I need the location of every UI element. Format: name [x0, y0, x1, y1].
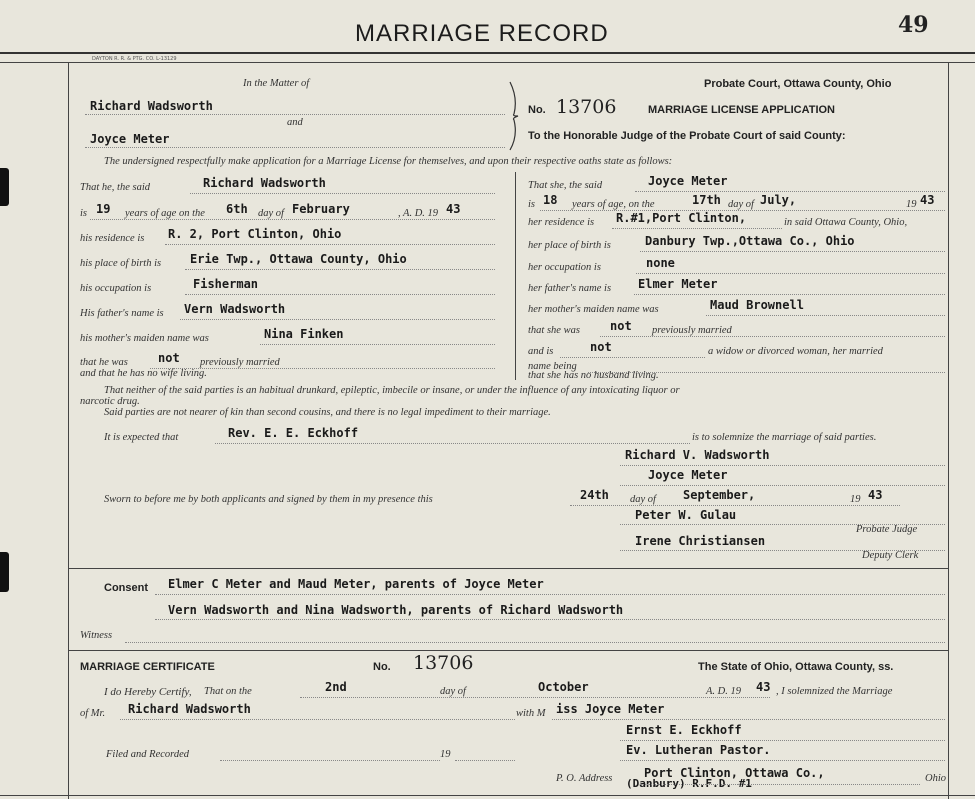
label: 19 [850, 494, 861, 505]
groom-previously-married: not [158, 351, 180, 365]
dotted-line [165, 244, 495, 245]
bride-widow: not [590, 340, 612, 354]
label: day of [630, 494, 656, 505]
bride-birth-day: 17th [692, 193, 721, 207]
groom-birthplace: Erie Twp., Ottawa County, Ohio [190, 252, 407, 266]
bride-occupation: none [646, 256, 675, 270]
label: Ohio [925, 773, 946, 784]
and-label: and [287, 117, 303, 128]
dotted-line [640, 784, 920, 785]
dotted-line [620, 485, 945, 486]
label: Sworn to before me by both applicants and signed by them in my presence this [104, 494, 433, 505]
consent-label: Consent [104, 582, 148, 594]
dotted-line [612, 228, 782, 229]
bride-birth-month: July, [760, 193, 797, 207]
label: and that he has no wife living. [80, 368, 207, 379]
certificate-bride: iss Joyce Meter [556, 702, 665, 716]
binder-mark-top [0, 168, 9, 206]
sworn-month: September, [683, 488, 756, 502]
label: is to solemnize the marriage of said parties. [692, 432, 877, 443]
header-rule [0, 52, 975, 54]
section-rule-1 [68, 568, 948, 569]
label: her occupation is [528, 262, 601, 273]
label: His father's name is [80, 308, 164, 319]
label: his place of birth is [80, 258, 162, 269]
label: his mother's maiden name was [80, 333, 209, 344]
frame-bottom [0, 795, 975, 796]
label: 19 [906, 199, 917, 210]
pastor-signature: Ernst E. Eckhoff [626, 723, 742, 737]
label: that she has no husband living. [528, 370, 659, 381]
dotted-line [706, 315, 945, 316]
label: that she was [528, 325, 580, 336]
dotted-line [620, 465, 945, 466]
groom-birth-year: 43 [446, 202, 461, 216]
bride-age: 18 [543, 193, 558, 207]
bride-name-top: Joyce Meter [90, 132, 170, 146]
binder-mark-bottom [0, 552, 9, 592]
dotted-line [455, 760, 515, 761]
clerk-title: Deputy Clerk [862, 550, 919, 561]
label: that he was [80, 357, 128, 368]
bride-residence: R.#1,Port Clinton, [616, 211, 747, 225]
label: previously married [200, 357, 280, 368]
to-judge: To the Honorable Judge of the Probate Court of said County: [528, 130, 846, 142]
groom-mother: Nina Finken [264, 327, 344, 341]
label: That she, the said [528, 180, 603, 191]
dotted-line [635, 191, 945, 192]
dotted-line [552, 719, 945, 720]
dotted-line [570, 505, 900, 506]
bride-signature: Joyce Meter [648, 468, 728, 482]
label: is [80, 208, 88, 219]
judge-title: Probate Judge [856, 524, 918, 535]
dotted-line [636, 273, 945, 274]
groom-age: 19 [96, 202, 111, 216]
label: I do Hereby Certify, [104, 686, 192, 698]
label: a widow or divorced woman, her married [708, 346, 883, 357]
label: of Mr. [80, 708, 106, 719]
certificate-year: 43 [756, 680, 771, 694]
label: day of [440, 686, 466, 697]
dotted-line [85, 147, 505, 148]
certificate-no-label: No. [373, 661, 391, 673]
judge-name: Peter W. Gulau [635, 508, 737, 522]
dotted-line [90, 219, 495, 220]
label: previously married [652, 325, 732, 336]
label: with M [516, 708, 546, 719]
label: name being [528, 361, 577, 372]
groom-residence: R. 2, Port Clinton, Ohio [168, 227, 342, 241]
certificate-month: October [538, 680, 589, 694]
groom-birth-day: 6th [226, 202, 248, 216]
dotted-line [600, 336, 945, 337]
dotted-line [215, 443, 690, 444]
label: and is [528, 346, 554, 357]
dotted-line [180, 319, 495, 320]
label: , A. D. 19 [398, 208, 439, 219]
label: 19 [440, 749, 451, 760]
bride-birthplace: Danbury Twp.,Ottawa Co., Ohio [645, 234, 855, 248]
section-rule-2 [68, 650, 948, 651]
dotted-line [185, 294, 495, 295]
pastor-title: Ev. Lutheran Pastor. [626, 743, 771, 757]
statement-line-3: Said parties are not nearer of kin than second cousins, and there is no legal impediment to their marriage. [104, 407, 551, 418]
label: , I solemnized the Marriage [776, 686, 893, 697]
application-title: MARRIAGE LICENSE APPLICATION [648, 104, 836, 116]
dotted-line [560, 357, 705, 358]
label: her father's name is [528, 283, 612, 294]
label: is [528, 199, 536, 210]
certificate-state: The State of Ohio, Ottawa County, ss. [698, 661, 894, 673]
label: That he, the said [80, 182, 150, 193]
frame-left [68, 62, 69, 799]
bride-previously-married: not [610, 319, 632, 333]
groom-name-top: Richard Wadsworth [90, 99, 213, 113]
groom-occupation: Fisherman [193, 277, 259, 291]
label: It is expected that [104, 432, 179, 443]
label: in said Ottawa County, Ohio, [784, 217, 908, 228]
groom-name: Richard Wadsworth [203, 176, 326, 190]
bride-birth-year: 43 [920, 193, 935, 207]
dotted-line [640, 251, 945, 252]
dotted-line [190, 193, 495, 194]
consent-line-2: Vern Wadsworth and Nina Wadsworth, parents of Richard Wadsworth [168, 603, 624, 617]
label: Filed and Recorded [106, 749, 190, 760]
dotted-line [620, 760, 945, 761]
label: years of age on the [125, 208, 205, 219]
intro-text: The undersigned respectfully make application for a Marriage License for themselves, and upon their respective oaths state as follows: [104, 156, 673, 167]
groom-father: Vern Wadsworth [184, 302, 286, 316]
clerk-name: Irene Christiansen [635, 534, 766, 548]
dotted-line [220, 760, 440, 761]
po-address: Port Clinton, Ottawa Co., [644, 766, 825, 780]
page-number: 49 [898, 12, 929, 38]
po-address-extra: (Danbury) R.F.D. #1 [626, 777, 752, 790]
statement-line-1: That neither of the said parties is an habitual drunkard, epileptic, imbecile or insane, or under the influence of any intoxicating liquor or [104, 385, 680, 396]
dotted-line [185, 269, 495, 270]
brace-icon [508, 80, 522, 152]
witness-label: Witness [80, 630, 113, 641]
dotted-line [155, 619, 945, 620]
dotted-line [260, 344, 495, 345]
label: That on the [204, 686, 252, 697]
license-number: 13706 [556, 96, 617, 118]
frame-right [948, 62, 949, 799]
officiant-name: Rev. E. E. Eckhoff [228, 426, 359, 440]
label: P. O. Address [556, 773, 613, 784]
bride-name: Joyce Meter [648, 174, 728, 188]
sworn-day: 24th [580, 488, 609, 502]
column-divider [515, 172, 516, 380]
groom-signature: Richard V. Wadsworth [625, 448, 770, 462]
dotted-line [634, 294, 945, 295]
label: her place of birth is [528, 240, 611, 251]
bride-father: Elmer Meter [638, 277, 718, 291]
court-name: Probate Court, Ottawa County, Ohio [704, 78, 892, 90]
in-matter-of: In the Matter of [243, 78, 310, 89]
groom-birth-month: February [292, 202, 350, 216]
sworn-year: 43 [868, 488, 883, 502]
certificate-number: 13706 [413, 652, 474, 674]
dotted-line [120, 719, 515, 720]
dotted-line [300, 697, 770, 698]
certificate-day: 2nd [325, 680, 347, 694]
label: her residence is [528, 217, 595, 228]
certificate-title: MARRIAGE CERTIFICATE [80, 661, 215, 673]
dotted-line [125, 642, 945, 643]
label: day of [728, 199, 754, 210]
printer-mark: DAYTON R. R. & PTG. CO. L-13129 [92, 56, 177, 62]
certificate-groom: Richard Wadsworth [128, 702, 251, 716]
page-title: MARRIAGE RECORD [355, 20, 609, 47]
label: his occupation is [80, 283, 152, 294]
bride-mother: Maud Brownell [710, 298, 804, 312]
license-no-label: No. [528, 104, 546, 116]
label: A. D. 19 [706, 686, 741, 697]
frame-top [0, 62, 975, 63]
statement-line-2: narcotic drug. [80, 396, 140, 407]
consent-line-1: Elmer C Meter and Maud Meter, parents of Joyce Meter [168, 577, 544, 591]
dotted-line [85, 114, 505, 115]
label: years of age, on the [572, 199, 655, 210]
dotted-line [155, 594, 945, 595]
label: day of [258, 208, 284, 219]
label: her mother's maiden name was [528, 304, 659, 315]
label: his residence is [80, 233, 145, 244]
dotted-line [620, 740, 945, 741]
